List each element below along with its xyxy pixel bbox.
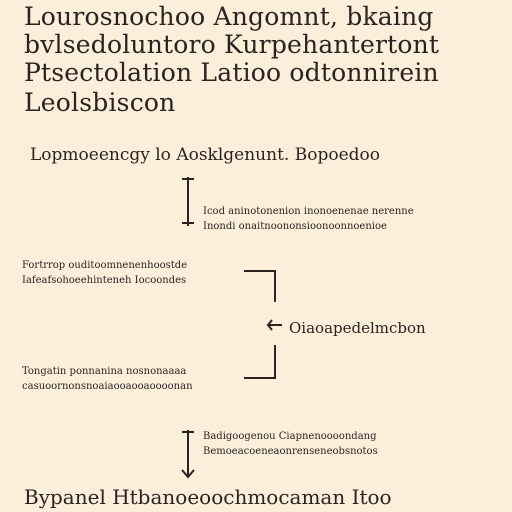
note-top-line-1: Icod aninotonenion inonoenenae nerenne: [203, 206, 414, 217]
connector-upper-bracket: [246, 271, 275, 302]
note-left-upper-line-1: Fortrrop ouditoomnenenhoostde: [22, 260, 188, 271]
note-top-line-2: Inondi onaitnoononsioonoonnoenioe: [203, 221, 387, 232]
title-line-1: Lourosnochoo Angomnt, bkaing: [24, 2, 434, 31]
note-left-lower-line-1: Tongatin ponnanina nosnonaaaa: [22, 366, 187, 377]
title-line-3: Ptsectolation Latioo odtonnirein: [24, 58, 439, 87]
note-bottom-line-2: Bemoeacoeneaonrenseneobsnotos: [203, 446, 378, 457]
note-left-upper-line-2: Iafeafsohoeehinteneh Iocoondes: [22, 275, 187, 286]
section-heading: Lopmoeencgy lo Aosklgenunt. Bopoedoo: [30, 145, 380, 165]
title-line-2: bvlsedoluntoro Kurpehantertont: [24, 30, 440, 59]
title-line-4: Leolsbiscon: [24, 88, 176, 117]
connector-lower-bracket: [246, 345, 275, 378]
note-bottom-line-1: Badigoogenou Ciapnenoooondang: [203, 431, 377, 442]
center-node-label: Oiaoapedelmcbon: [289, 319, 426, 337]
footer-caption: Bypanel Htbanoeoochmocaman Itoo: [24, 485, 392, 509]
note-left-lower-line-2: casuoornonsnoaiaooaooaoooonan: [22, 381, 193, 392]
